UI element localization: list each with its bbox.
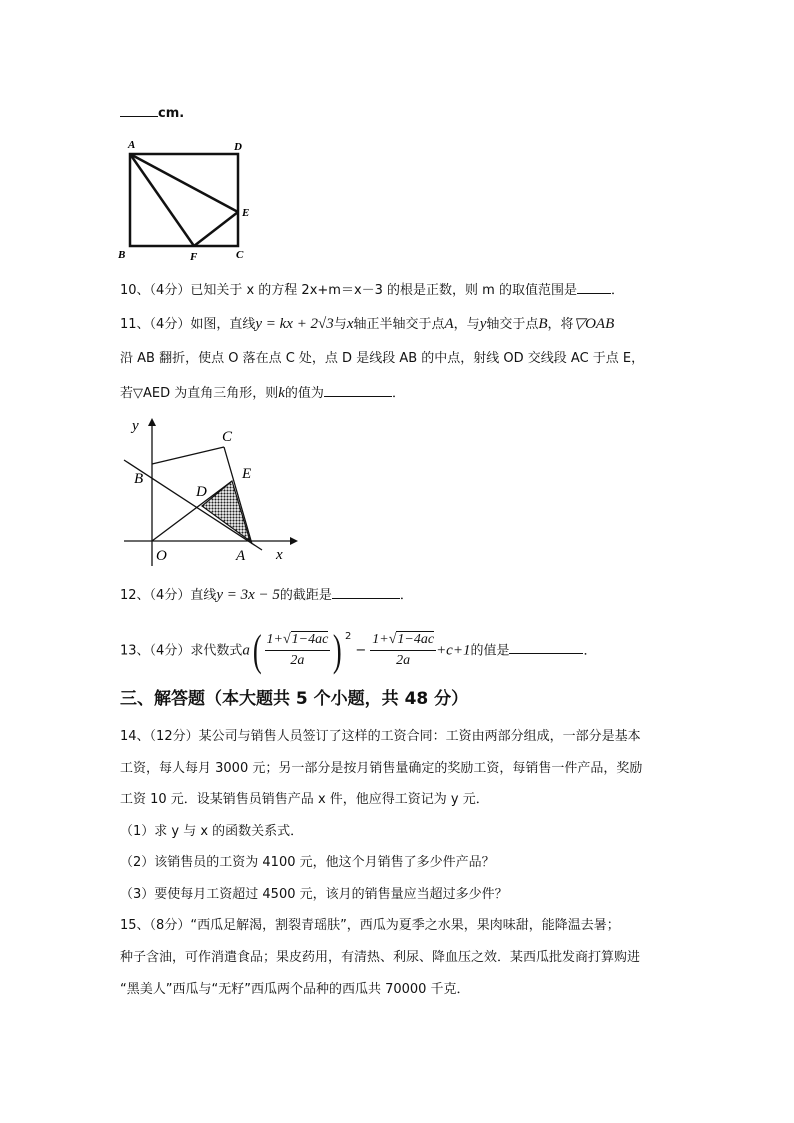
q11-score: （4分） (149, 317, 191, 332)
q14-score: （12分） (149, 729, 199, 744)
q10-answer-blank[interactable] (577, 281, 611, 294)
q12-text-a: 直线 (190, 588, 217, 603)
label-C: C (236, 249, 244, 260)
q11-text-f: ，将 (547, 317, 574, 332)
q9-answer-line (120, 104, 184, 123)
q13-left-paren: ( (252, 625, 262, 675)
q11-B: B (538, 316, 548, 332)
q13-radicand-1: 1−4ac (291, 632, 329, 648)
q13-line (120, 621, 597, 673)
q11-text-3a: 若▽AED 为直角三角形，则 (120, 386, 279, 401)
q13-minus: − (355, 643, 367, 659)
q14-line-3 (120, 791, 489, 809)
label-x: x (276, 547, 283, 563)
q14-text-1: 某公司与销售人员签订了这样的工资合同：工资由两部分组成，一部分是基本 (198, 729, 641, 744)
q13-numerator-1: 1+√1−4ac (265, 630, 331, 651)
q12-line (120, 586, 413, 605)
label-C: C (222, 429, 233, 445)
q12-number: 12、 (120, 588, 150, 603)
q13-number: 13、 (120, 643, 150, 659)
q13-end: ． (583, 643, 597, 659)
q11-text-3b: 的值为 (284, 386, 324, 401)
q14-text-2: 工资，每人每月 3000 元；另一部分是按月销售量确定的奖励工资，每销售一件产品，奖励 (120, 761, 643, 776)
q9-square-figure (118, 136, 258, 260)
q11-y: y (479, 316, 487, 332)
q14-part-1: （1）求 y 与 x 的函数关系式． (120, 824, 304, 839)
q13-one-plus-1: 1+ (266, 632, 283, 648)
q14-part-2: （2）该销售员的工资为 4100 元，他这个月销售了多少件产品？ (120, 855, 495, 870)
q13-one-plus-2: 1+ (372, 632, 389, 648)
q11-text-2: 沿 AB 翻折，使点 O 落在点 C 处，点 D 是线段 AB 的中点，射线 OD 交线段 AC 于点 E， (120, 351, 645, 366)
q12-equation: y = 3x − 5 (216, 587, 280, 603)
q11-answer-blank[interactable] (324, 384, 392, 397)
q11-k: k (278, 385, 285, 401)
q11-x: x (346, 316, 354, 332)
q11-line-2 (120, 350, 644, 368)
q11-text-b: 与 (333, 317, 347, 332)
segment-FE (194, 212, 238, 246)
q11-line-1 (120, 315, 614, 334)
q11-number: 11、 (120, 317, 150, 332)
label-D: D (234, 141, 242, 153)
q15-line-3 (120, 981, 470, 999)
q12-score: （4分） (149, 588, 191, 603)
label-F: F (190, 251, 198, 260)
segment-AE (130, 154, 238, 212)
q14-line-1 (120, 728, 641, 746)
q13-right-paren: ) (333, 625, 343, 675)
q13-text-a: 求代数式 (190, 643, 243, 659)
q11-equation: y = kx + 2√3 (255, 316, 334, 332)
q13-tail: +c+1 (436, 642, 471, 659)
q15-score: （8分） (149, 918, 191, 933)
q14-part-3: （3）要使每月工资超过 4500 元，该月的销售量应当超过多少件？ (120, 887, 508, 902)
label-y: y (132, 418, 139, 434)
label-O: O (156, 548, 167, 564)
segment-BC (152, 447, 224, 464)
q11-text-c: 轴正半轴交于点 (353, 317, 445, 332)
q14-text-3: 工资 10 元．设某销售员销售产品 x 件，他应得工资记为 y 元． (120, 792, 489, 807)
q9-answer-blank[interactable] (120, 104, 158, 117)
q14-line-2 (120, 760, 642, 778)
label-B: B (134, 471, 144, 487)
segment-AF (130, 154, 194, 246)
q10-end: ． (610, 283, 624, 298)
q12-answer-blank[interactable] (332, 586, 400, 599)
q10-number: 10、 (120, 283, 150, 298)
q13-fraction-2 (370, 630, 436, 671)
label-B: B (118, 249, 126, 260)
label-A: A (128, 139, 136, 151)
q11-coordinate-figure (118, 414, 298, 570)
label-D: D (196, 484, 207, 500)
q13-text-b: 的值是 (470, 643, 510, 659)
q15-text-3: “黑美人”西瓜与“无籽”西瓜两个品种的西瓜共 70000 千克． (120, 982, 470, 997)
q15-text-2: 种子含油，可作消遣食品；果皮药用，有清热、利尿、降血压之效．某西瓜批发商打算购进 (120, 950, 641, 965)
q11-text-d: ，与 (453, 317, 480, 332)
label-E: E (242, 207, 250, 219)
q11-text-a: 如图，直线 (190, 317, 256, 332)
q13-answer-blank[interactable] (509, 641, 583, 654)
q13-denominator-1: 2a (290, 653, 305, 669)
q13-radicand-2: 1−4ac (397, 632, 435, 648)
q13-fraction-1 (265, 630, 331, 671)
q13-numerator-2: 1+√1−4ac (370, 630, 436, 651)
q15-line-2 (120, 949, 640, 967)
q11-triangle: ▽OAB (573, 316, 615, 332)
q11-end: ． (391, 386, 405, 401)
q13-denominator-2: 2a (396, 653, 411, 669)
q13-exponent: 2 (344, 631, 352, 642)
q12-text-b: 的截距是 (279, 588, 332, 603)
q10-score: （4分） (149, 283, 191, 298)
q11-line-3 (120, 384, 405, 403)
q12-end: ． (399, 588, 413, 603)
label-E: E (242, 466, 252, 482)
q9-unit: cm. (158, 106, 185, 121)
q14-number: 14、 (120, 729, 150, 744)
x-axis-arrow (290, 537, 298, 545)
q15-line-1 (120, 917, 620, 935)
y-axis-arrow (148, 418, 156, 426)
q10-line (120, 281, 624, 300)
q11-A: A (444, 316, 454, 332)
q13-coef: a (242, 642, 250, 659)
label-A: A (236, 548, 246, 564)
q10-text: 已知关于 x 的方程 2x+m＝x－3 的根是正数，则 m 的取值范围是 (190, 283, 577, 298)
q15-text-1: “西瓜足解渴，割裂青瑶肤”，西瓜为夏季之水果，果肉味甜，能降温去暑； (190, 918, 620, 933)
q13-score: （4分） (149, 643, 191, 659)
section-3-heading: 三、解答题（本大题共 5 个小题，共 48 分） (120, 689, 469, 709)
q11-text-e: 轴交于点 (486, 317, 539, 332)
q15-number: 15、 (120, 918, 150, 933)
